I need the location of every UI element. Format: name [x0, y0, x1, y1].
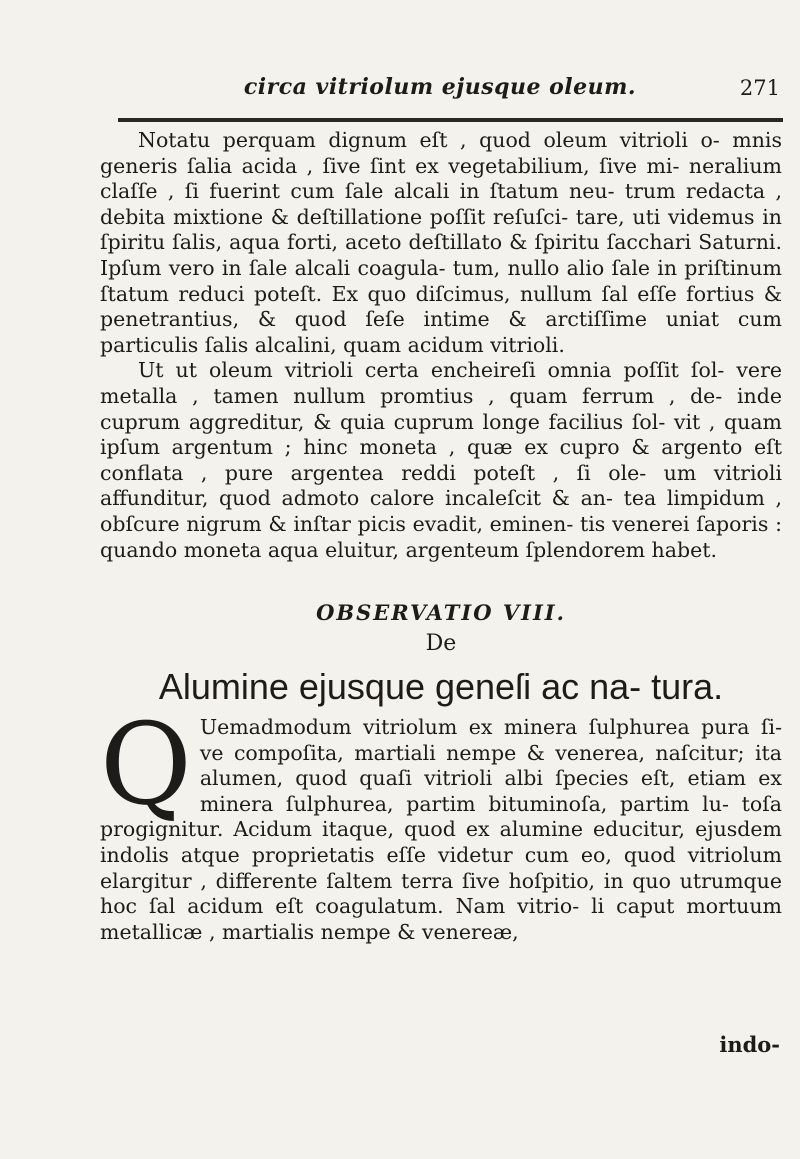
- observation-de: De: [425, 631, 457, 657]
- paragraph-3-text: Uemadmodum vitriolum ex minera ſulphurea pura ſi- ve compoſita, martiali nempe & venerea, naſcitur; ita alumen, quod quaſi vitrioli albi ſpecies eſt, etiam ex minera ſulphurea, partim bituminoſa, partim lu- toſa progignitur. Acidum itaque, quod ex alumine educitur, ejusdem indolis atque proprietatis eſſe videtur cum eo, quod vitriolum elargitur , differente ſaltem terra ſive hoſpitio, in quo utrumque hoc ſal acidum eſt coagulatum. Nam vitrio- li caput mortuum metallicæ , martialis nempe & venereæ,: [100, 715, 782, 944]
- catchword: indo-: [719, 1032, 780, 1057]
- observation-heading: OBSERVATIO VIII.: [316, 600, 566, 626]
- page-number: 271: [739, 76, 780, 100]
- page-header: [100, 74, 780, 104]
- text-body: [100, 128, 782, 945]
- observation-title: Alumine ejusque geneſi ac na- tura.: [158, 666, 724, 708]
- paragraph-1: Notatu perquam dignum eſt , quod oleum vitrioli o- mnis generis ſalia acida , ſive ſint ex vegetabilium, ſive mi- neralium claſſe , ſi fuerint cum ſale alcali in ſtatum neu- trum redacta , debita mixtione & deſtillatione poſſit reſuſci- tare, uti videmus in ſpiritu ſalis, aqua forti, aceto deſtillato & ſpiritu ſacchari Saturni. Ipſum vero in ſale alcali coagula- tum, nullo alio ſale in priſtinum ſtatum reduci poteſt. Ex quo diſcimus, nullum ſal eſſe fortius & penetrantius, & quod ſeſe intime & arctiſſime uniat cum particulis ſalis alcalini, quam acidum vitrioli.: [100, 128, 782, 357]
- paragraph-3: [100, 700, 782, 945]
- header-rule: [118, 118, 783, 122]
- drop-cap: Q: [100, 700, 192, 831]
- running-head: circa vitriolum ejusque oleum.: [243, 74, 637, 100]
- paragraph-2: Ut ut oleum vitrioli certa encheireſi omnia poſſit ſol- vere metalla , tamen nullum promtius , quam ferrum , de- inde cuprum aggreditur, & quia cuprum longe facilius ſol- vit , quam ipſum argentum ; hinc moneta , quæ ex cupro & argento eſt conflata , pure argentea reddi poteſt , ſi ole- um vitrioli affunditur, quod admoto calore incaleſcit & an- tea limpidum , obſcure nigrum & inſtar picis evadit, eminen- tis venerei ſaporis : quando moneta aqua eluitur, argenteum ſplendorem habet.: [100, 358, 782, 562]
